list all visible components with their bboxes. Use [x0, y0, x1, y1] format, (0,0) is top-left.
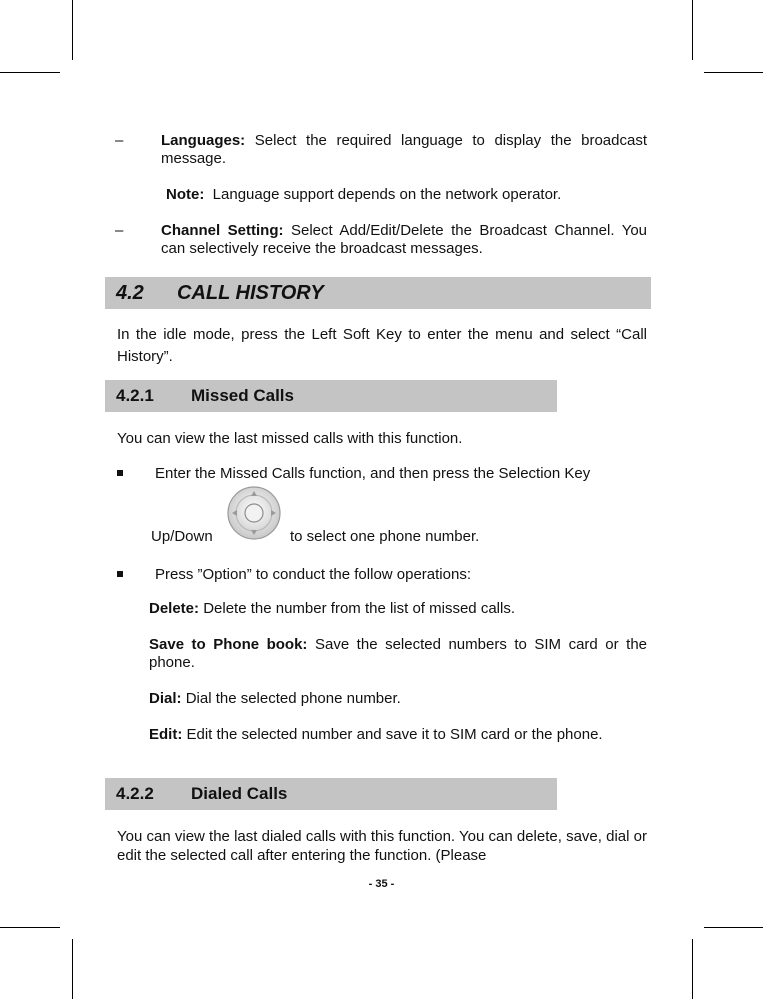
page-number: - 35 -: [368, 878, 395, 890]
navigation-key-icon: [226, 484, 282, 542]
op-save-to-phonebook: [149, 636, 647, 672]
op-text: Dial the selected phone number.: [185, 690, 401, 707]
crop-mark: [692, 0, 693, 60]
op-term: Dial:: [149, 690, 182, 707]
op-term: Edit:: [149, 726, 183, 743]
missed-calls-intro: You can view the last missed calls with this function.: [117, 430, 463, 447]
section-title: Dialed Calls: [191, 784, 288, 803]
crop-mark: [692, 939, 693, 999]
op-text: Edit the selected number and save it to SIM card or the phone.: [186, 726, 603, 743]
section-heading-4-2-2: [105, 778, 557, 810]
section-4-2-body: In the idle mode, press the Left Soft Key to enter the menu and select “Call History”.: [117, 326, 647, 365]
section-title: Missed Calls: [191, 386, 294, 405]
crop-mark: [704, 72, 763, 73]
languages-item: [161, 132, 647, 168]
section-heading-4-2-1: [105, 380, 557, 412]
section-number: 4.2.2: [116, 784, 154, 803]
square-bullet: [117, 470, 123, 476]
op-delete: [149, 600, 647, 618]
op-term: Delete:: [149, 600, 200, 617]
op-text: Save the selected numbers to SIM card or the phone.: [149, 636, 647, 671]
step2-text: Press ”Option” to conduct the follow operations:: [155, 566, 471, 583]
square-bullet: [117, 571, 123, 577]
dash-bullet: –: [115, 222, 124, 239]
crop-mark: [72, 939, 73, 999]
section-title: CALL HISTORY: [177, 282, 324, 304]
channel-text: Select Add/Edit/Delete the Broadcast Channel. You can selectively receive the broadcast messages.: [161, 222, 648, 257]
dash-bullet: –: [115, 132, 124, 149]
op-edit: [149, 726, 647, 744]
languages-text: Select the required language to display the broadcast message.: [161, 132, 647, 167]
section-number: 4.2: [116, 282, 144, 304]
step1-line1: Enter the Missed Calls function, and then press the Selection Key: [155, 465, 591, 482]
op-term: Save to Phone book:: [149, 636, 308, 653]
op-text: Delete the number from the list of missed calls.: [203, 600, 515, 617]
languages-term: Languages:: [161, 132, 246, 149]
section-heading-4-2: [105, 277, 651, 309]
step1-prefix: Up/Down: [151, 528, 213, 545]
note-text: Language support depends on the network operator.: [212, 186, 562, 203]
op-dial: [149, 690, 647, 708]
channel-setting-item: [161, 222, 647, 258]
crop-mark: [0, 72, 60, 73]
section-number: 4.2.1: [116, 386, 154, 405]
crop-mark: [72, 0, 73, 60]
section-4-2-2-body: You can view the last dialed calls with this function. You can delete, save, dial or edit the selected call after entering the function. (Please: [117, 828, 647, 864]
step1-suffix: to select one phone number.: [290, 528, 480, 545]
note: [166, 186, 646, 204]
note-label: Note:: [166, 186, 205, 203]
crop-mark: [704, 927, 763, 928]
crop-mark: [0, 927, 60, 928]
channel-term: Channel Setting:: [161, 222, 284, 239]
